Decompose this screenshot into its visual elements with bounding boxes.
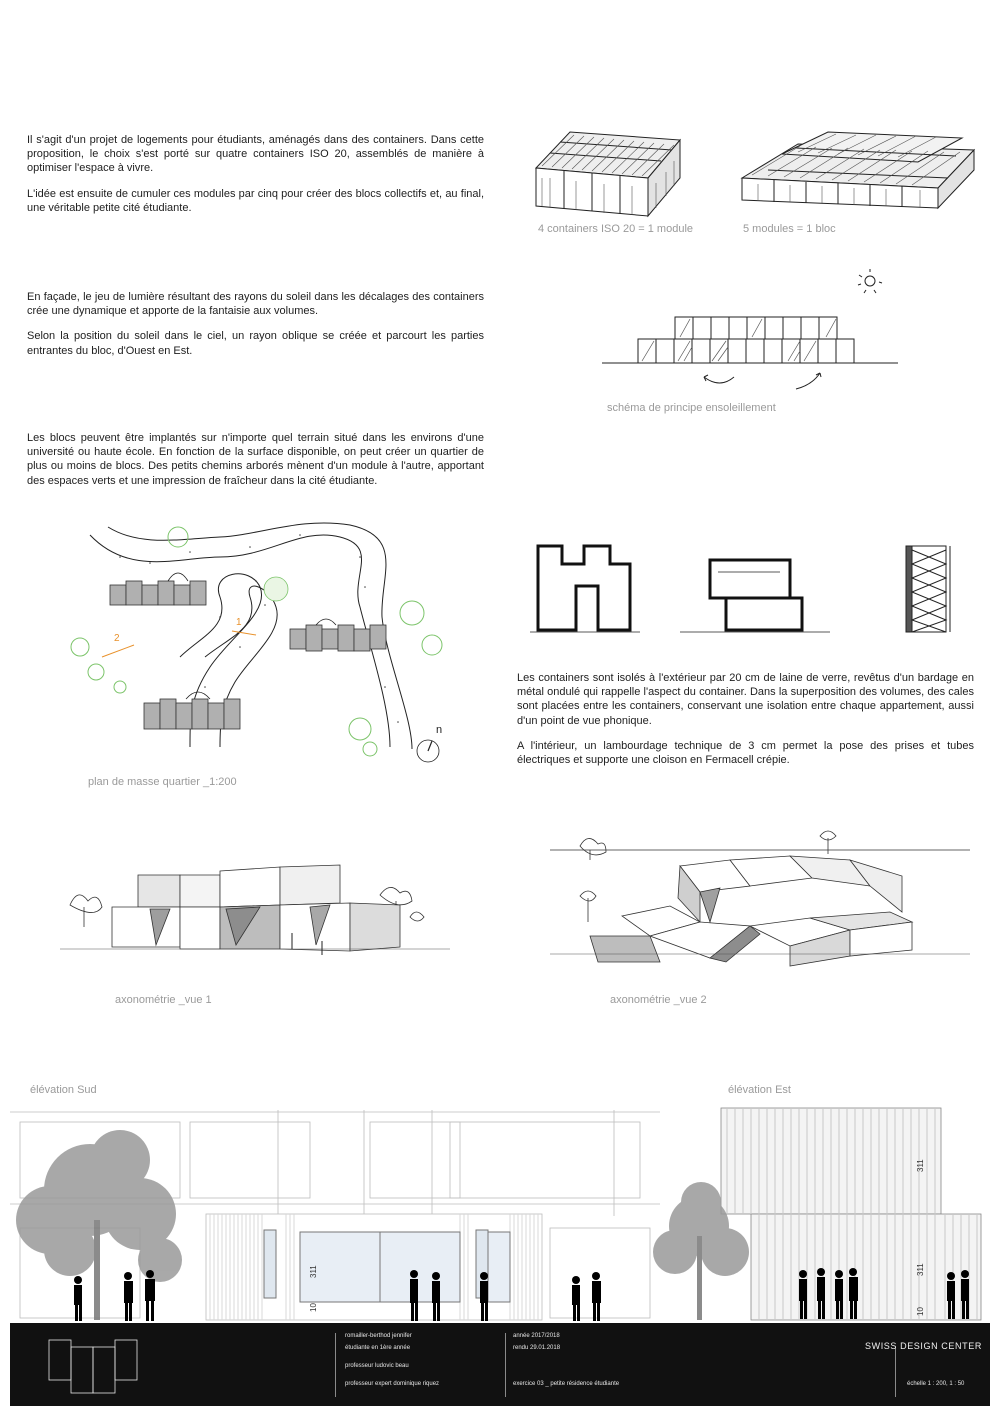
- caption-bloc: 5 modules = 1 bloc: [743, 223, 836, 235]
- construction-text: [517, 671, 974, 767]
- footer-year: année 2017/2018: [513, 1333, 560, 1339]
- logo-icon: [48, 1339, 138, 1395]
- section-sketches: [530, 540, 960, 640]
- bloc-drawing: [738, 128, 978, 212]
- est-dim-311-top: 311: [916, 1159, 925, 1172]
- caption-plan: plan de masse quartier _1:200: [88, 776, 237, 788]
- elevation-sud: [10, 1110, 660, 1324]
- intro-paragraph-1: Il s'agit d'un projet de logements pour étudiants, aménagés dans des containers. Dans cette proposition, le choix s'est porté sur quatre containers ISO 20, assemblés de manière à optimiser l'espace à vivre.: [27, 134, 484, 175]
- construction-paragraph-2: A l'intérieur, un lambourdage technique de 3 cm permet la pose des prises et tubes électriques et supporte une cloison en Fermacell crépie.: [517, 739, 974, 767]
- wall-detail-icon: [906, 546, 950, 632]
- footer-expert: professeur expert dominique riquez: [345, 1381, 440, 1387]
- footer-author: romailler-berthod jennifer: [345, 1333, 412, 1339]
- sun-icon: [858, 269, 882, 293]
- footer-separator-1: [335, 1333, 336, 1397]
- caption-axo1: axonométrie _vue 1: [115, 994, 212, 1006]
- site-plan-drawing: [60, 517, 460, 777]
- section-drawing: [530, 540, 960, 640]
- est-dim-311-bottom: 311: [916, 1263, 925, 1276]
- site-text: [27, 431, 484, 488]
- plan-blocks: [110, 581, 386, 729]
- axonometry-2-drawing: [550, 826, 970, 976]
- module-sketch: [530, 128, 690, 220]
- sun-schema: [600, 265, 900, 395]
- axonometry-2: [550, 826, 970, 976]
- caption-sun: schéma de principe ensoleillement: [607, 402, 776, 414]
- axonometry-1: [60, 845, 450, 975]
- north-arrow-icon: [417, 740, 439, 762]
- bloc-sketch: [738, 128, 978, 212]
- caption-elev-est: élévation Est: [728, 1084, 791, 1096]
- elevation-sud-drawing: [10, 1110, 660, 1324]
- plan-view1-label: 1: [236, 617, 242, 628]
- site-paragraph-1: Les blocs peuvent être implantés sur n'importe quel terrain situé dans les environs d'une université ou haute école. En fonction de la surface disponible, on peut créer un quartier de plus ou moins de blocs. Des petits chemins arborés mènent d'un module à l'autre, apportant des espaces verts et une impression de fraîcheur dans la cité étudiante.: [27, 432, 484, 487]
- footer-exercise: exercice 03 _ petite résidence étudiante: [513, 1381, 620, 1387]
- intro-text: [27, 133, 484, 215]
- footer-band: [10, 1323, 990, 1406]
- intro-paragraph-2: L'idée est ensuite de cumuler ces modules par cinq pour créer des blocs collectifs et, au final, une véritable petite cité étudiante.: [27, 187, 484, 214]
- footer-due-date: rendu 29.01.2018: [513, 1345, 561, 1351]
- facade-paragraph-2: Selon la position du soleil dans le ciel, un rayon oblique se créée et parcourt les parties entrantes du bloc, d'Ouest en Est.: [27, 330, 484, 357]
- elevation-est: [655, 1106, 990, 1324]
- est-dim-10: 10: [916, 1307, 925, 1316]
- sud-dim-10: 10: [309, 1303, 318, 1312]
- sun-arrows-icon: [704, 373, 821, 389]
- caption-module: 4 containers ISO 20 = 1 module: [538, 223, 694, 235]
- sun-schema-drawing: [600, 265, 900, 395]
- north-label: n: [436, 724, 443, 736]
- facade-paragraph-1: En façade, le jeu de lumière résultant des rayons du soleil dans les décalages des containers crée une dynamique et apporte de la fantaisie aux volumes.: [27, 291, 484, 318]
- caption-elev-sud: élévation Sud: [30, 1084, 97, 1096]
- footer-scale: échelle 1 : 200, 1 : 50: [907, 1381, 965, 1387]
- sud-dim-311: 311: [309, 1265, 318, 1278]
- tree-icon: [16, 1130, 182, 1320]
- elevation-est-drawing: [655, 1106, 990, 1324]
- footer-brand: SWISS DESIGN CENTER: [865, 1341, 982, 1351]
- construction-paragraph-1: Les containers sont isolés à l'extérieur par 20 cm de laine de verre, revêtus d'un bardage en métal ondulé qui rappelle l'aspect du container. Dans la superposition des volumes, des cales sont placées entre les containers, conservant une isolation entre chaque appartement, aussi d'un point de vue phonique.: [517, 672, 974, 727]
- facade-text: [27, 290, 484, 358]
- caption-axo2: axonométrie _vue 2: [610, 994, 707, 1006]
- footer-separator-2: [505, 1333, 506, 1397]
- footer-student: étudiante en 1ère année: [345, 1345, 411, 1351]
- site-plan: [60, 517, 460, 777]
- axonometry-1-drawing: [60, 845, 450, 975]
- plan-view2-label: 2: [114, 633, 120, 644]
- module-drawing: [530, 128, 690, 220]
- footer-separator-3: [895, 1347, 896, 1397]
- footer-professor: professeur ludovic beau: [345, 1363, 409, 1369]
